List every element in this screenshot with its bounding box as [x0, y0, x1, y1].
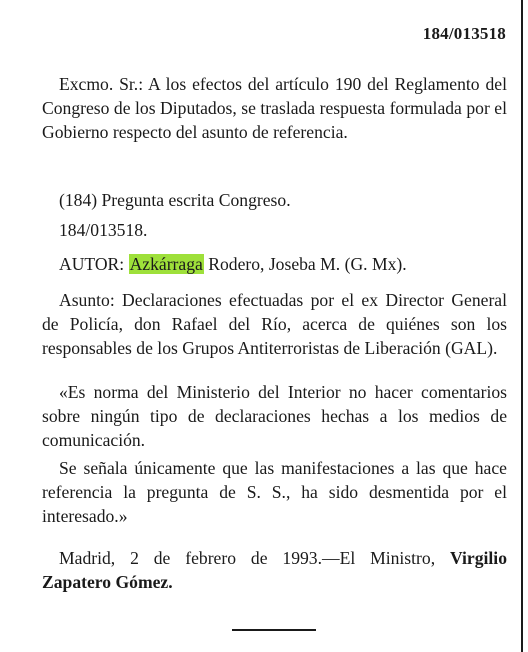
question-number: 184/013518. [59, 220, 148, 240]
author-line [42, 252, 507, 276]
signature-minister-name: Virgilio Zapatero Gómez. [42, 548, 507, 592]
right-margin-rule [521, 0, 523, 652]
reference-number: 184/013518 [422, 24, 506, 43]
question-type: (184) Pregunta escrita Congreso. [59, 190, 291, 210]
intro-paragraph: Excmo. Sr.: A los efectos del artículo 190 del Reglamento del Congreso de los Diputados, se traslada respuesta formulada por el Gobierno respecto del asunto de referencia. [42, 74, 507, 142]
response-paragraph-2: Se señala únicamente que las manifestaciones a las que hace referencia la pregunta de S. S., ha sido desmentida por el interesado.» [42, 458, 507, 526]
author-name-rest: Rodero, Joseba M. (G. Mx). [208, 254, 407, 274]
author-highlighted-name[interactable]: Azkárraga [129, 254, 203, 274]
author-label: AUTOR: [59, 254, 125, 274]
response-paragraph-1: «Es norma del Ministerio del Interior no hacer comentarios sobre ningún tipo de declaraciones hechas a los medios de comunicación. [42, 382, 507, 450]
subject-paragraph: Asunto: Declaraciones efectuadas por el ex Director General de Policía, don Rafael del Río, acerca de quiénes son los responsables de los Grupos Antiterroristas de Liberación (GAL). [42, 290, 507, 358]
end-separator-rule [232, 629, 316, 631]
signature-block [42, 546, 507, 594]
signature-place-date: Madrid, 2 de febrero de 1993.—El Ministro, [59, 548, 436, 568]
